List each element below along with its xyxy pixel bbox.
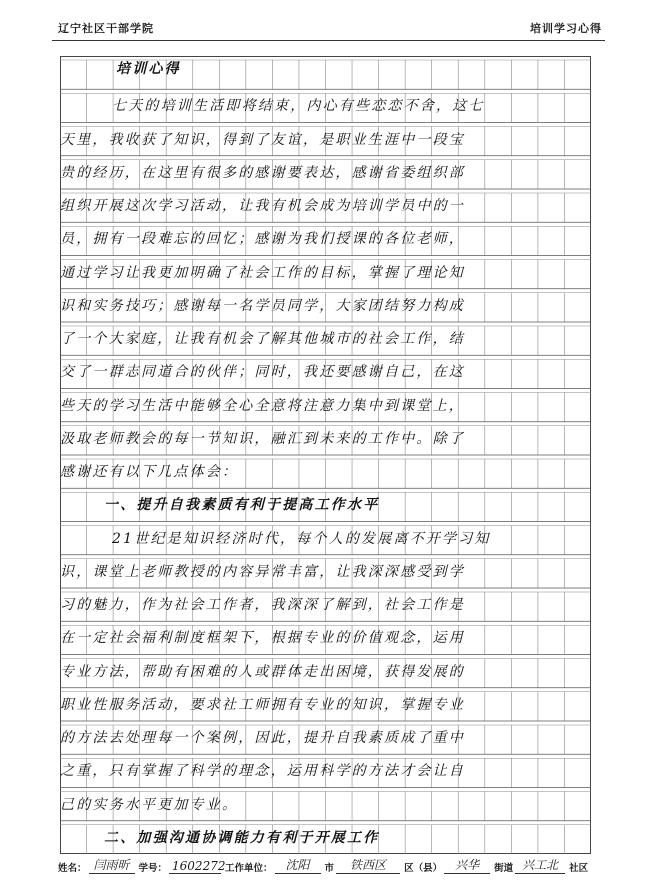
essay-line: 职业性服务活动，要求社工师拥有专业的知识，掌握专业 [60, 696, 465, 713]
section-heading: 二、加强沟通协调能力有利于开展工作 [104, 829, 380, 846]
section-heading: 一、提升自我素质有利于提高工作水平 [104, 497, 380, 514]
district-value: 铁西区 [336, 856, 400, 874]
student-info-footer [58, 856, 598, 874]
city-label: 市 [324, 863, 335, 874]
essay-line: 交了一群志同道合的伙伴；同时，我还要感谢自己，在这 [60, 364, 465, 381]
essay-line: 天里，我收获了知识，得到了友谊，是职业生涯中一段宝 [60, 131, 465, 148]
essay-line: 识和实务技巧；感谢每一名学员同学，大家团结努力构成 [60, 297, 465, 314]
institution-name: 辽宁社区干部学院 [58, 22, 154, 35]
street-value: 兴华 [444, 856, 490, 874]
street-label: 街道 [494, 863, 514, 874]
essay-line: 贵的经历，在这里有很多的感谢要表达，感谢省委组织部 [60, 164, 465, 181]
header-divider [52, 40, 605, 41]
essay-title: 培训心得 [116, 61, 181, 77]
essay-line: 专业方法，帮助有困难的人或群体走出困境，获得发展的 [60, 663, 465, 680]
district-label: 区（县） [404, 863, 443, 874]
essay-line: 些天的学习生活中能够全心全意将注意力集中到课堂上， [60, 397, 465, 414]
name-value: 闫雨昕 [89, 856, 135, 874]
essay-line: 在一定社会福利制度框架下，根据专业的价值观念，运用 [60, 630, 465, 647]
community-value: 兴工北 [515, 856, 565, 874]
document-type: 培训学习心得 [530, 22, 602, 35]
name-label: 姓名： [58, 863, 87, 874]
writing-grid [60, 56, 591, 854]
community-label: 社区 [569, 863, 589, 874]
essay-line: 己的实务水平更加专业。 [60, 796, 239, 813]
essay-line: 之重，只有掌握了科学的理念，运用科学的方法才会让自 [60, 763, 465, 780]
essay-line: 通过学习让我更加明确了社会工作的目标，掌握了理论知 [60, 264, 465, 281]
work-unit-label: 工作单位： [225, 863, 273, 874]
student-id-label: 学号： [138, 863, 168, 874]
essay-line: 21世纪是知识经济时代，每个人的发展离不开学习知 [112, 530, 491, 547]
essay-line: 习的魅力，作为社会工作者，我深深了解到，社会工作是 [60, 597, 465, 613]
essay-line: 感谢还有以下几点体会： [60, 464, 239, 480]
essay-line: 员，拥有一段难忘的回忆；感谢为我们授课的各位老师， [60, 231, 465, 248]
essay-line: 组织开展这次学习活动，让我有机会成为培训学员中的一 [60, 198, 465, 214]
essay-line: 汲取老师教会的每一节知识，融汇到未来的工作中。除了 [60, 430, 465, 447]
essay-line: 的方法去处理每一个案例，因此，提升自我素质成了重中 [60, 730, 465, 746]
essay-line: 识，课堂上老师教授的内容异常丰富，让我深深感受到学 [60, 563, 465, 580]
essay-line: 了一个大家庭，让我有机会了解其他城市的社会工作，结 [60, 331, 465, 347]
city-value: 沈阳 [275, 856, 321, 874]
essay-line: 七天的培训生活即将结束，内心有些恋恋不舍，这七 [112, 98, 485, 115]
student-id-value: 1602272 [169, 859, 221, 874]
